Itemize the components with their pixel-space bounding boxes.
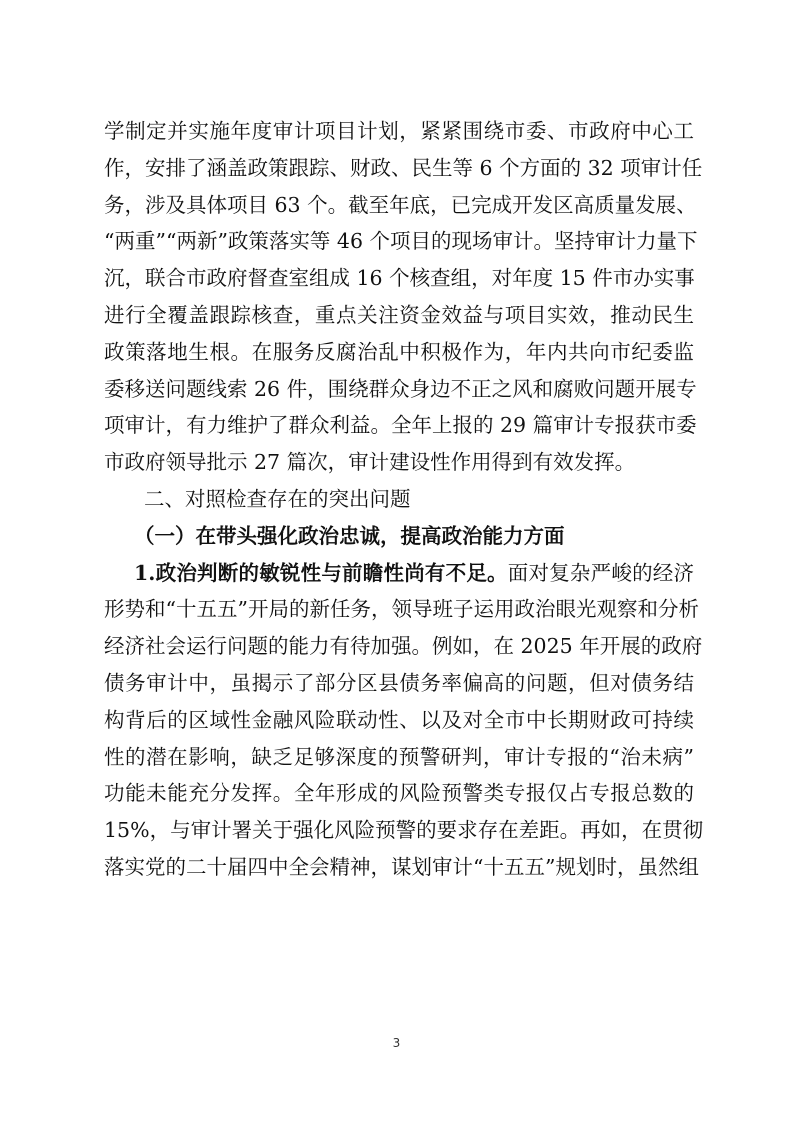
text-line: 落实党的二十届四中全会精神，谋划审计“十五五”规划时，虽然组 (104, 854, 699, 879)
text-line-first (104, 555, 694, 592)
document-body (104, 113, 704, 886)
text-line: 市政府领导批示 27 篇次，审计建设性作用得到有效发挥。 (104, 450, 636, 475)
lead-line-rest: 面对复杂严峻的经济 (507, 560, 695, 585)
paragraph-political-judgement (104, 555, 704, 886)
subsection-heading: （一）在带头强化政治忠诚，提高政治能力方面 (134, 523, 565, 548)
text-line: “两重”“两新”政策落实等 46 个项目的现场审计。坚持审计力量下 (104, 229, 698, 254)
text-line: 形势和“十五五”开局的新任务，领导班子运用政治眼光观察和分析 (104, 597, 699, 622)
text-line: 进行全覆盖跟踪核查，重点关注资金效益与项目实效，推动民生 (104, 302, 694, 327)
page-number: 3 (392, 1036, 401, 1050)
bold-lead-sentence: 1.政治判断的敏锐性与前瞻性尚有不足。 (134, 560, 508, 585)
text-line: 作，安排了涵盖政策跟踪、财政、民生等 6 个方面的 32 项审计任 (104, 155, 703, 180)
text-line: 务，涉及具体项目 63 个。截至年底，已完成开发区高质量发展、 (104, 192, 697, 217)
paragraph-audit-summary (104, 113, 703, 481)
text-line: 债务审计中，虽揭示了部分区县债务率偏高的问题，但对债务结 (104, 670, 694, 695)
text-line: 性的潜在影响，缺乏足够深度的预警研判，审计专报的“治未病” (104, 744, 694, 769)
text-line: 功能未能充分发挥。全年形成的风险预警类专报仅占专报总数的 (104, 781, 694, 806)
text-line: 项审计，有力维护了群众利益。全年上报的 29 篇审计专报获市委 (104, 413, 697, 438)
text-line: 委移送问题线索 26 件，围绕群众身边不正之风和腐败问题开展专 (104, 376, 697, 401)
text-line: 15%，与审计署关于强化风险预警的要求存在差距。再如，在贯彻 (104, 818, 704, 843)
text-line: 构背后的区域性金融风险联动性、以及对全市中长期财政可持续 (104, 707, 694, 732)
text-line: 政策落地生根。在服务反腐治乱中积极作为，年内共向市纪委监 (104, 339, 694, 364)
text-line: 沉，联合市政府督查室组成 16 个核查组，对年度 15 件市办实事 (104, 266, 695, 291)
section-heading: 二、对照检查存在的突出问题 (144, 486, 411, 511)
text-line: 学制定并实施年度审计项目计划，紧紧围绕市委、市政府中心工 (104, 119, 694, 143)
text-line: 经济社会运行问题的能力有待加强。例如，在 2025 年开展的政府 (104, 634, 703, 659)
